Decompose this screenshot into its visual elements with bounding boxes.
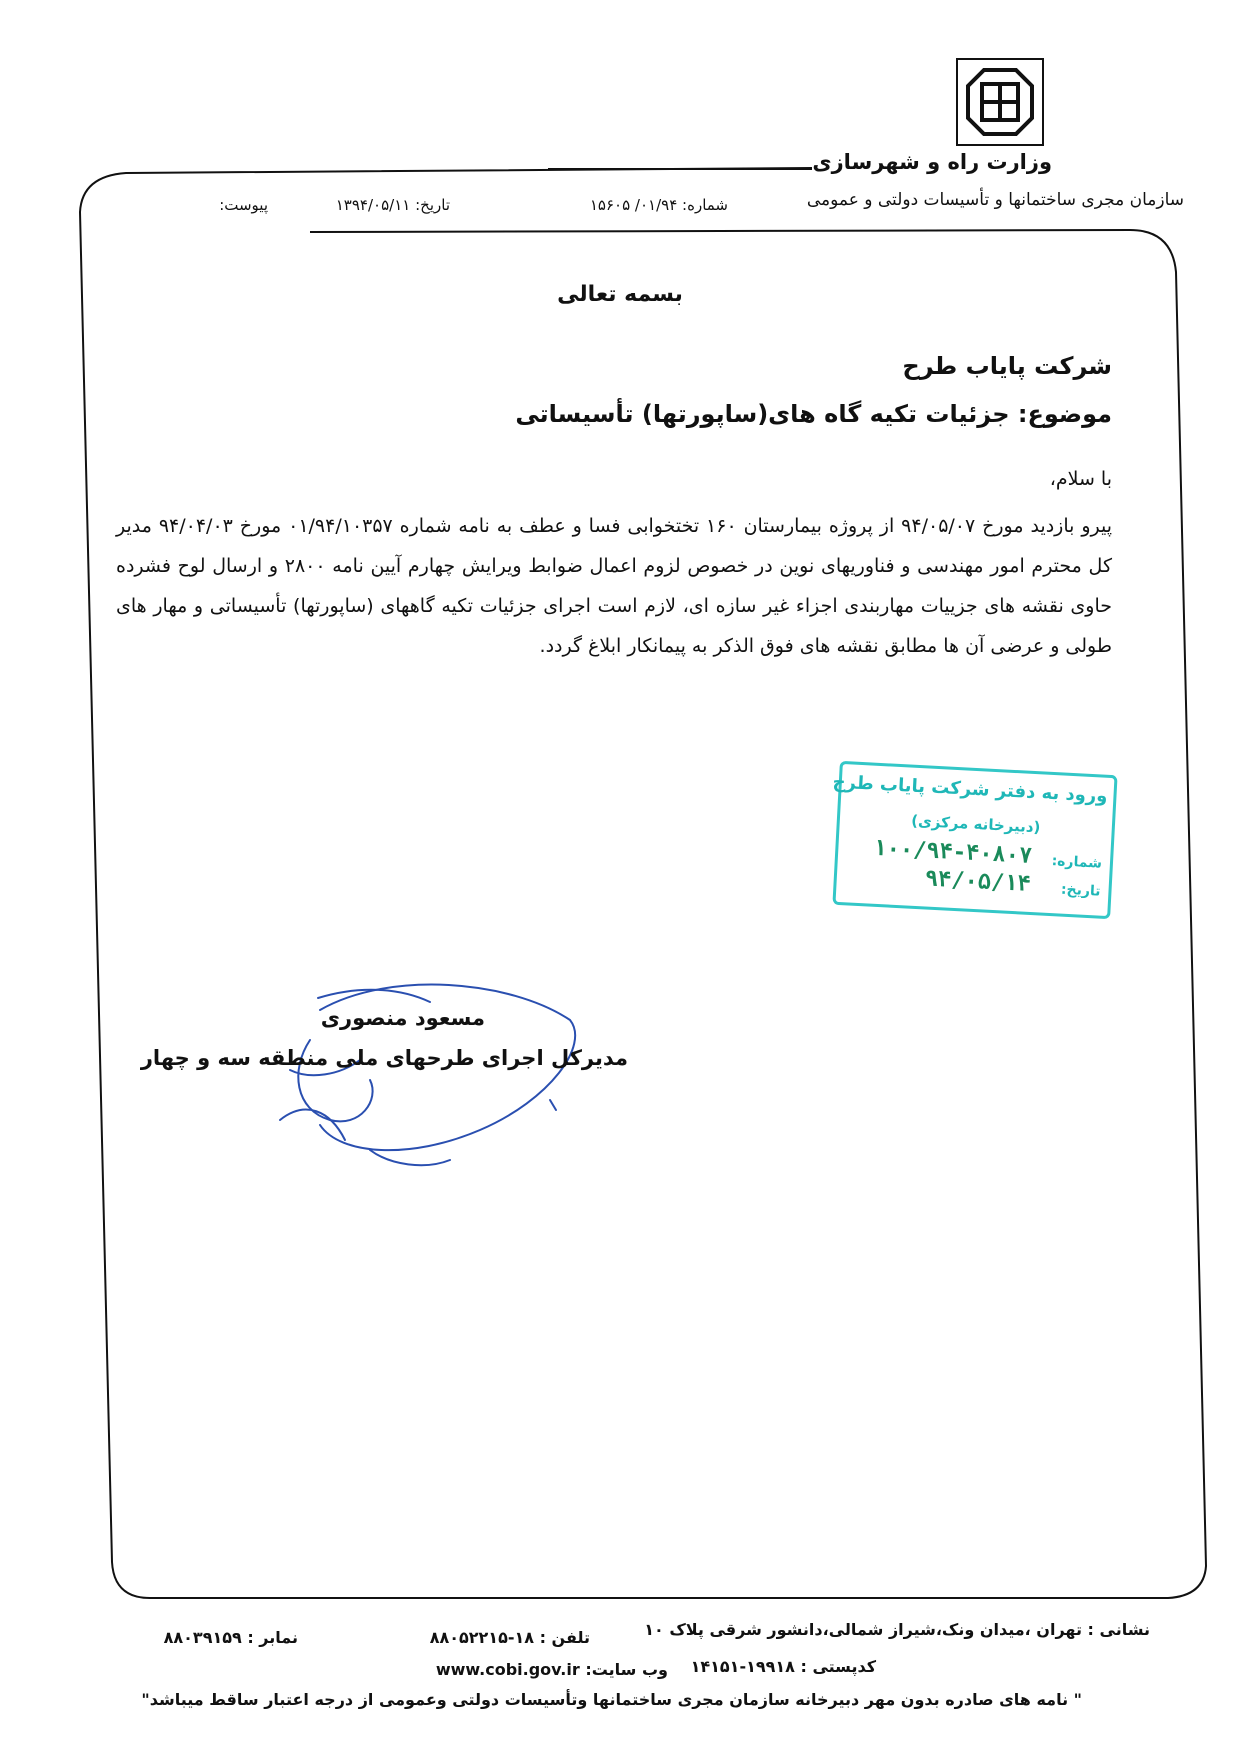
stamp-number-value: ۱۰۰/۹۴-۴۰۸۰۷	[872, 835, 1033, 869]
footer-phone: تلفن : ۱۸-۸۸۰۵۲۲۱۵	[429, 1628, 590, 1647]
letter-body: پیرو بازدید مورخ ۹۴/۰۵/۰۷ از پروژه بیمارستان ۱۶۰ تختخوابی فسا و عطف به نامه شماره ۰۱/۹۴/۱۰۳۵۷ مورخ ۹۴/۰۴/۰۳ مدیر کل محترم امور مهندسی و فناوریهای نوین در خصوص لزوم اعمال ضوابط ویرایش چهارم آیین نامه ۲۸۰۰ و ارسال لوح فشرده حاوی نقشه های جزییات مهاربندی اجزاء غیر سازه ای، لازم است اجرای جزئیات تکیه گاههای (ساپورتها) تأسیساتی و مهار های طولی و عرضی آن ها مطابق نقشه های فوق الذکر به پیمانکار ابلاغ گردد.	[116, 515, 1112, 657]
date-value: ۱۳۹۴/۰۵/۱۱	[335, 196, 411, 214]
stamp-title: ورود به دفتر شرکت پایاب طرح	[832, 771, 1109, 807]
stamp-subtitle: (دبیرخانه مرکزی)	[910, 811, 1041, 837]
signer-name: مسعود منصوری	[320, 1006, 485, 1030]
signer-title: مدیرکل اجرای طرحهای ملی منطقه سه و چهار	[140, 1046, 628, 1070]
footer-validity-note: " نامه های صادره بدون مهر دبیرخانه سازمان مجری ساختمانها وتأسیسات دولتی وعمومی از درجه اعتبار ساقط میباشد"	[141, 1690, 1082, 1709]
website-link[interactable]: www.cobi.gov.ir	[435, 1660, 580, 1679]
stamp-date-label: تاریخ:	[1060, 881, 1101, 900]
salutation: بسمه تعالی	[557, 282, 683, 307]
recipient: شرکت پایاب طرح	[902, 352, 1112, 380]
stamp-date-value: ۹۴/۰۵/۱۴	[924, 866, 1032, 897]
number-value: ۰۱/۹۴/ ۱۵۶۰۵	[589, 196, 678, 214]
greeting: با سلام،	[1049, 468, 1112, 490]
date-label: تاریخ:	[415, 196, 450, 214]
subject: موضوع: جزئیات تکیه گاه های(ساپورتها) تأسیساتی	[515, 400, 1112, 428]
footer-postal-code: کدپستی : ۱۹۹۱۸-۱۴۱۵۱	[690, 1657, 876, 1676]
website-label: وب سایت:	[585, 1660, 668, 1679]
footer-address: نشانی : تهران ،میدان ونک،شیراز شمالی،دانشور شرقی پلاک ۱۰	[644, 1620, 1150, 1639]
stamp-number-label: شماره:	[1051, 853, 1103, 872]
number-label: شماره:	[682, 196, 728, 214]
attachment-label: پیوست:	[219, 196, 268, 214]
organization-name: سازمان مجری ساختمانها و تأسیسات دولتی و عمومی	[806, 190, 1184, 210]
footer-fax: نمابر : ۸۸۰۳۹۱۵۹	[163, 1628, 298, 1647]
ministry-name: وزارت راه و شهرسازی	[812, 150, 1052, 174]
footer-website	[436, 1660, 668, 1679]
received-stamp	[832, 761, 1117, 919]
